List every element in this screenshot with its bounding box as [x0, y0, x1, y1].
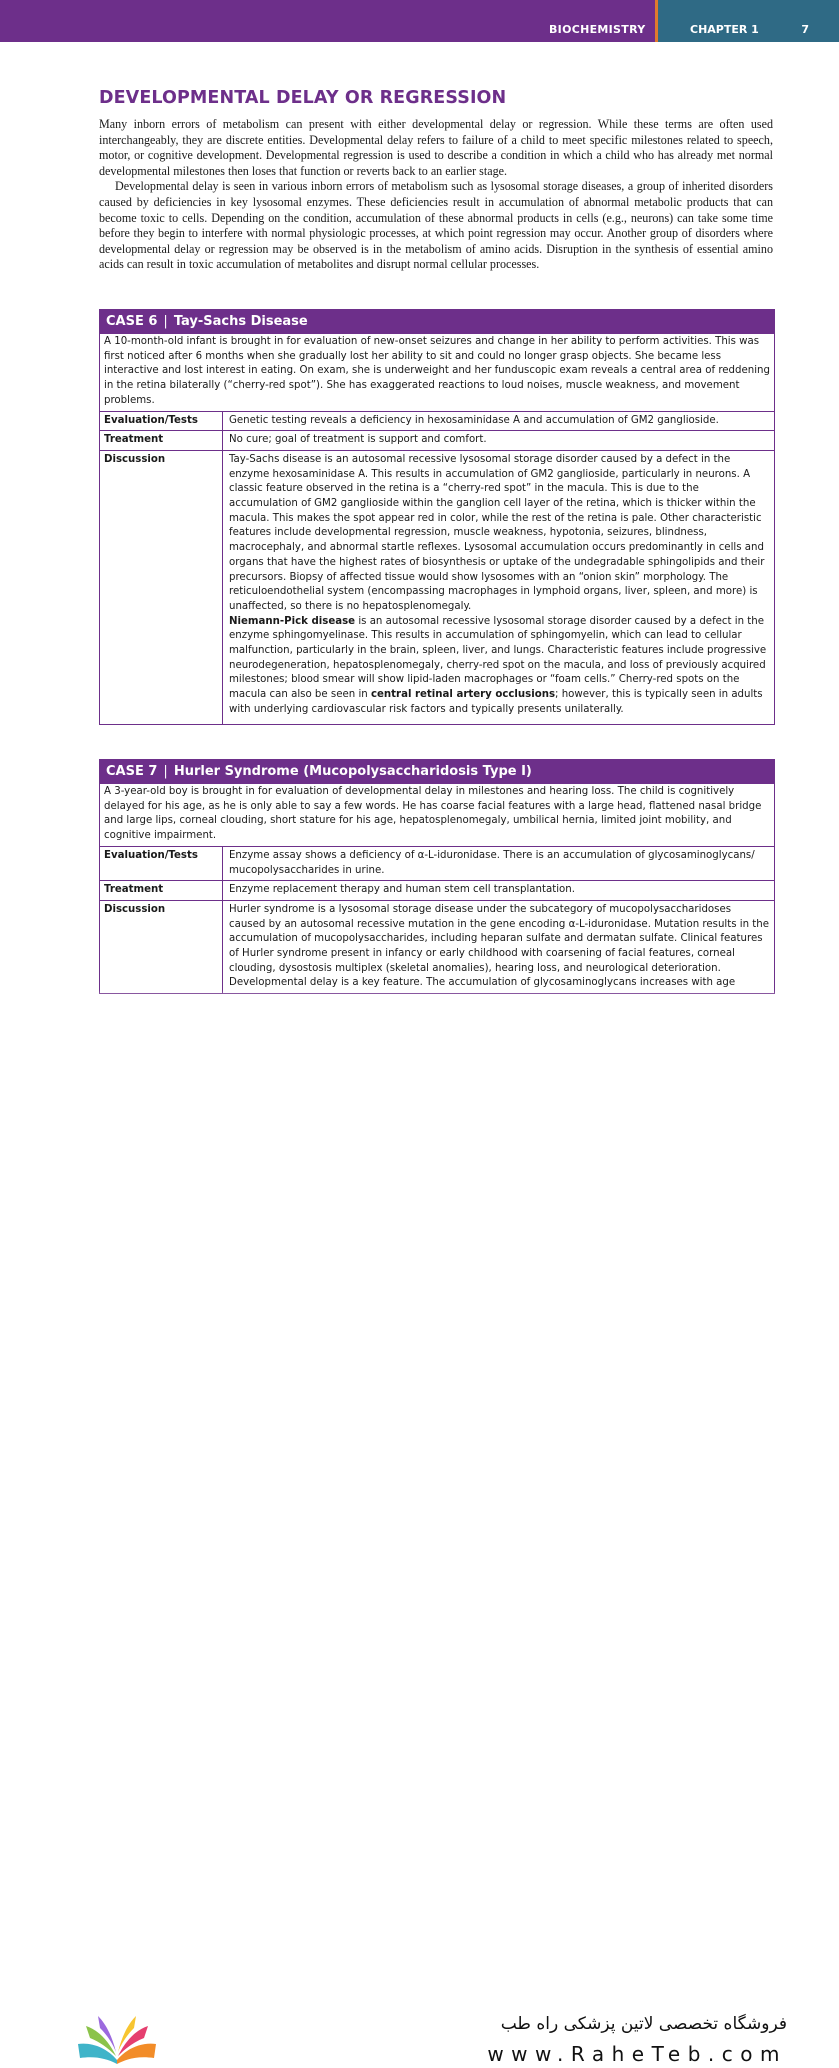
header-separator: | [163, 764, 168, 779]
discussion-paragraph-niemann-pick [229, 615, 770, 718]
table-row [100, 881, 774, 901]
section-title: DEVELOPMENTAL DELAY OR REGRESSION [99, 88, 507, 108]
store-text [487, 2014, 787, 2066]
section-intro [99, 117, 773, 273]
table-row [100, 847, 774, 881]
case-6-header [100, 310, 774, 334]
case-6-table [100, 412, 774, 724]
row-label-discussion: Discussion [100, 450, 223, 723]
row-label-treatment: Treatment [100, 431, 223, 451]
case-7-title: Hurler Syndrome (Mucopolysaccharidosis Type I) [173, 764, 532, 779]
case-7-discussion: Hurler syndrome is a lysosomal storage disease under the subcategory of mucopolysaccharidoses caused by an autosomal recessive mutation in the gene encoding α-L-iduronidase. Mutation results in the accumulation of mucopolysaccharides, including heparan sulfate and dermatan sulfate. Clinical features of Hurler syndrome present in infancy or early childhood with coarsening of facial features, corneal clouding, dysostosis multiplex (skeletal anomalies), hearing loss, and neurological deterioration. Developmental delay is a key feature. The accumulation of glycosaminoglycans increases with age [223, 900, 775, 993]
header-chapter: CHAPTER 1 [690, 23, 759, 36]
term-crao: central retinal artery occlusions [370, 689, 556, 701]
case-6-label: CASE 6 [106, 314, 158, 329]
case-7-vignette: A 3-year-old boy is brought in for evaluation of developmental delay in milestones and hearing loss. The child is cognitively delayed for his age, as he is only able to say a few words. He has coarse facial features with a large head, flattened nasal bridge and large lips, corneal clouding, short stature for his age, hepatosplenomegaly, umbilical hernia, limited joint mobility, and cognitive impairment. [100, 784, 774, 847]
table-row [100, 431, 774, 451]
store-website: www.RaheTeb.com [487, 2042, 787, 2066]
case-7-table [100, 847, 774, 993]
footer-watermark [0, 1000, 839, 2066]
table-row [100, 412, 774, 431]
np-text-b: ; however, this is typically seen in adults with underlying cardiovascular risk factors and typically presents unilaterally. [229, 689, 763, 715]
page-number: 7 [801, 23, 809, 36]
header-chapter-block [658, 0, 839, 42]
intro-paragraph-2: Developmental delay is seen in various inborn errors of metabolism such as lysosomal storage diseases, a group of inherited disorders caused by deficiencies in key lysosomal enzymes. These deficiencies result in accumulation of abnormal metabolic products that can become toxic to cells. Depending on the condition, accumulation of these abnormal products in cells (e.g., neurons) can take some time before they begin to interfere with normal physiologic processes, at which point regression may occur. Another group of disorders where developmental delay or regression may be observed is in the metabolism of amino acids. Disruption in the synthesis of essential amino acids can result in toxic accumulation of metabolites and disrupt normal cellular processes. [99, 179, 773, 272]
case-7-evaluation: Enzyme assay shows a deficiency of α-L-iduronidase. There is an accumulation of glycosaminoglycans/ mucopolysaccharides in urine. [229, 849, 755, 876]
store-name: فروشگاه تخصصی لاتین پزشکی راه طب [500, 2014, 787, 2034]
case-6-box [99, 309, 775, 725]
np-text-a: is an autosomal recessive lysosomal storage disorder caused by a defect in the enzyme sphingomyelinase. This results in accumulation of sphingomyelin, which can lead to cellular malfunction, particularly in the brain, spleen, liver, and lungs. Characteristic features include progressive neurodegeneration, hepatosplenomegaly, cherry-red spot on the macula, and loss of previously acquired milestones; blood smear will show lipid-laden macrophages or “foam cells.” Cherry-red spots on the macula can also be seen in [229, 615, 767, 701]
intro-paragraph-1: Many inborn errors of metabolism can present with either developmental delay or regression. While these terms are often used interchangeably, they are discrete entities. Developmental delay refers to failure of a child to meet specific milestones related to speech, motor, or cognitive development. Developmental regression is used to describe a condition in which a child who has already met normal developmental milestones then loses that function or reverts back to an earlier stage. [99, 117, 773, 178]
header-separator: | [163, 314, 168, 329]
case-6-title: Tay-Sachs Disease [173, 314, 308, 329]
book-logo-icon [72, 2008, 162, 2068]
case-6-vignette: A 10-month-old infant is brought in for evaluation of new-onset seizures and change in her ability to perform activities. This was first noticed after 6 months when she gradually lost her ability to sit and could no longer grasp objects. She became less interactive and lost interest in eating. On exam, she is underweight and her funduscopic exam reveals a central area of reddening in the retina bilaterally (“cherry-red spot”). She has exaggerated reactions to loud noises, muscle weakness, and movement problems. [100, 334, 774, 412]
case-6-treatment: No cure; goal of treatment is support and comfort. [223, 431, 775, 451]
case-7-treatment: Enzyme replacement therapy and human stem cell transplantation. [223, 881, 775, 901]
row-label-evaluation: Evaluation/Tests [100, 412, 223, 431]
row-label-discussion: Discussion [100, 900, 223, 993]
discussion-paragraph-tay-sachs: Tay-Sachs disease is an autosomal recessive lysosomal storage disorder caused by a defect in the enzyme hexosaminidase A. This results in accumulation of GM2 ganglioside, particularly in neurons. A classic feature observed in the retina is a “cherry-red spot” in the macula. This is due to the accumulation of GM2 ganglioside within the ganglion cell layer of the retina, which is thicker within the macula. This makes the spot appear red in color, while the rest of the retina is pale. Other characteristic features include developmental regression, muscle weakness, hypotonia, seizures, blindness, macrocephaly, and abnormal startle reflexes. Lysosomal accumulation occurs predominantly in cells and organs that have the highest rates of biosynthesis or uptake of the undegradable sphingolipids and their precursors. Biopsy of affected tissue would show lysosomes with an “onion skin” morphology. The reticuloendothelial system (encompassing macrophages in lymphoid organs, liver, spleen, and more) is unaffected, so there is no hepatosplenomegaly. [229, 453, 765, 612]
header-subject: BIOCHEMISTRY [549, 23, 646, 36]
row-label-evaluation: Evaluation/Tests [100, 847, 223, 881]
table-row [100, 450, 774, 723]
case-7-header [100, 760, 774, 784]
row-label-treatment: Treatment [100, 881, 223, 901]
term-niemann-pick: Niemann-Pick disease [229, 615, 356, 627]
case-7-box [99, 759, 775, 994]
running-header [0, 0, 839, 42]
table-row [100, 900, 774, 993]
case-7-label: CASE 7 [106, 764, 158, 779]
case-6-discussion [223, 450, 775, 723]
case-6-evaluation: Genetic testing reveals a deficiency in hexosaminidase A and accumulation of GM2 ganglioside. [229, 414, 719, 426]
